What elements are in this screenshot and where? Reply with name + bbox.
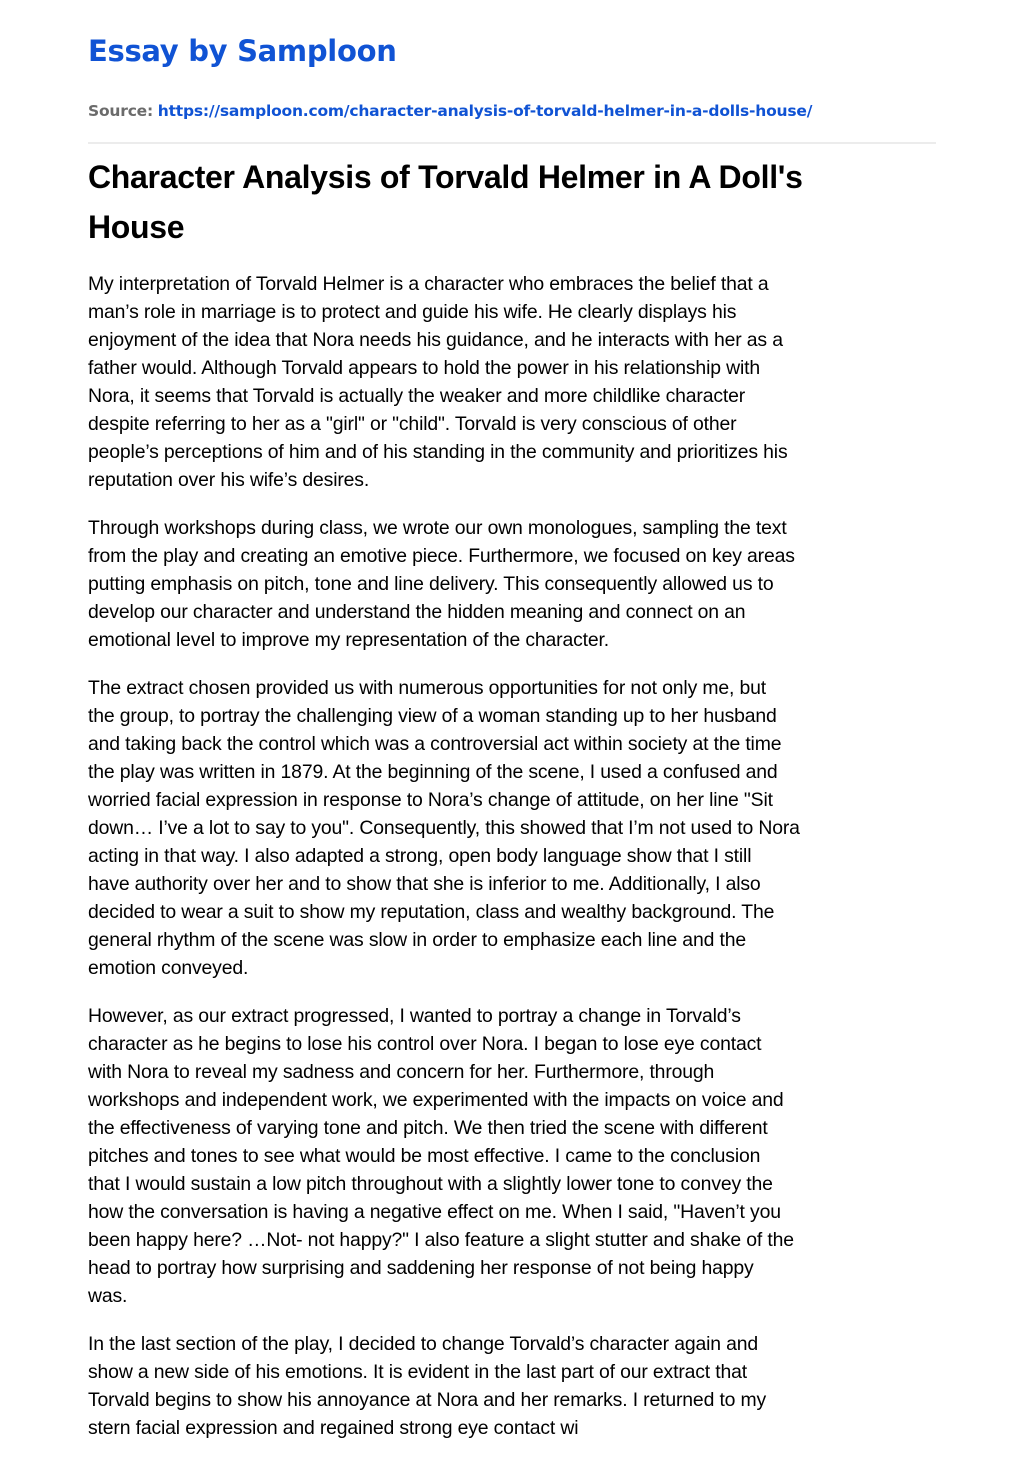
text-line: was. bbox=[88, 1285, 128, 1307]
text-line: that I would sustain a low pitch throughout with a slightly lower tone to convey the bbox=[88, 1173, 773, 1195]
text-line: been happy here? …Not- not happy?" I also feature a slight stutter and shake of the bbox=[88, 1229, 794, 1251]
text-line: workshops and independent work, we experimented with the impacts on voice and bbox=[88, 1089, 784, 1111]
essay-paragraph-1 bbox=[88, 270, 936, 494]
text-line: pitches and tones to see what would be most effective. I came to the conclusion bbox=[88, 1145, 761, 1167]
text-line: character as he begins to lose his control over Nora. I began to lose eye contact bbox=[88, 1033, 762, 1055]
essay-title bbox=[88, 152, 936, 252]
essay-title-line: Character Analysis of Torvald Helmer in A Doll's bbox=[88, 159, 803, 195]
text-line: emotional level to improve my representation of the character. bbox=[88, 629, 609, 651]
text-line: acting in that way. I also adapted a strong, open body language show that I still bbox=[88, 845, 752, 867]
text-line: enjoyment of the idea that Nora needs his guidance, and he interacts with her as a bbox=[88, 329, 783, 351]
source-label: Source: bbox=[88, 102, 153, 120]
text-line: head to portray how surprising and saddening her response of not being happy bbox=[88, 1257, 754, 1279]
text-line: with Nora to reveal my sadness and concern for her. Furthermore, through bbox=[88, 1061, 715, 1083]
text-line: The extract chosen provided us with numerous opportunities for not only me, but bbox=[88, 677, 766, 699]
essay-title-line: House bbox=[88, 209, 185, 245]
site-brand-title[interactable]: Essay by Samploon bbox=[88, 34, 397, 68]
essay-paragraph-5 bbox=[88, 1330, 936, 1442]
text-line: people’s perceptions of him and of his standing in the community and prioritizes his bbox=[88, 441, 788, 463]
header-divider bbox=[88, 142, 936, 144]
text-line: develop our character and understand the hidden meaning and connect on an bbox=[88, 601, 746, 623]
text-line: decided to wear a suit to show my reputation, class and wealthy background. The bbox=[88, 901, 775, 923]
text-line: putting emphasis on pitch, tone and line delivery. This consequently allowed us to bbox=[88, 573, 774, 595]
essay-paragraph-2 bbox=[88, 514, 936, 654]
text-line: In the last section of the play, I decided to change Torvald’s character again and bbox=[88, 1333, 759, 1355]
essay-paragraph-3 bbox=[88, 674, 936, 982]
text-line: Through workshops during class, we wrote our own monologues, sampling the text bbox=[88, 517, 787, 539]
text-line: father would. Although Torvald appears to hold the power in his relationship with bbox=[88, 357, 760, 379]
text-line: down… I’ve a lot to say to you". Consequently, this showed that I’m not used to Nora bbox=[88, 817, 800, 839]
text-line: However, as our extract progressed, I wanted to portray a change in Torvald’s bbox=[88, 1005, 741, 1027]
text-line: Nora, it seems that Torvald is actually the weaker and more childlike character bbox=[88, 385, 746, 407]
text-line: Torvald begins to show his annoyance at Nora and her remarks. I returned to my bbox=[88, 1389, 767, 1411]
text-line: the effectiveness of varying tone and pitch. We then tried the scene with different bbox=[88, 1117, 768, 1139]
text-line: from the play and creating an emotive piece. Furthermore, we focused on key areas bbox=[88, 545, 795, 567]
essay-paragraph-4 bbox=[88, 1002, 936, 1310]
text-line: show a new side of his emotions. It is evident in the last part of our extract that bbox=[88, 1361, 748, 1383]
source-link[interactable]: https://samploon.com/character-analysis-of-torvald-helmer-in-a-dolls-house/ bbox=[157, 102, 813, 120]
text-line: how the conversation is having a negative effect on me. When I said, "Haven’t you bbox=[88, 1201, 781, 1223]
text-line: and taking back the control which was a controversial act within society at the time bbox=[88, 733, 782, 755]
text-line: the group, to portray the challenging view of a woman standing up to her husband bbox=[88, 705, 777, 727]
text-line: have authority over her and to show that she is inferior to me. Additionally, I also bbox=[88, 873, 761, 895]
text-line: My interpretation of Torvald Helmer is a character who embraces the belief that a bbox=[88, 273, 769, 295]
text-line: reputation over his wife’s desires. bbox=[88, 469, 370, 491]
text-line: despite referring to her as a "girl" or "child". Torvald is very conscious of other bbox=[88, 413, 737, 435]
source-line bbox=[88, 102, 812, 120]
text-line: worried facial expression in response to Nora’s change of attitude, on her line "Sit bbox=[88, 789, 773, 811]
text-line: stern facial expression and regained strong eye contact wi bbox=[88, 1417, 579, 1439]
text-line: the play was written in 1879. At the beginning of the scene, I used a confused and bbox=[88, 761, 778, 783]
text-line: general rhythm of the scene was slow in order to emphasize each line and the bbox=[88, 929, 746, 951]
text-line: emotion conveyed. bbox=[88, 957, 249, 979]
text-line: man’s role in marriage is to protect and guide his wife. He clearly displays his bbox=[88, 301, 737, 323]
